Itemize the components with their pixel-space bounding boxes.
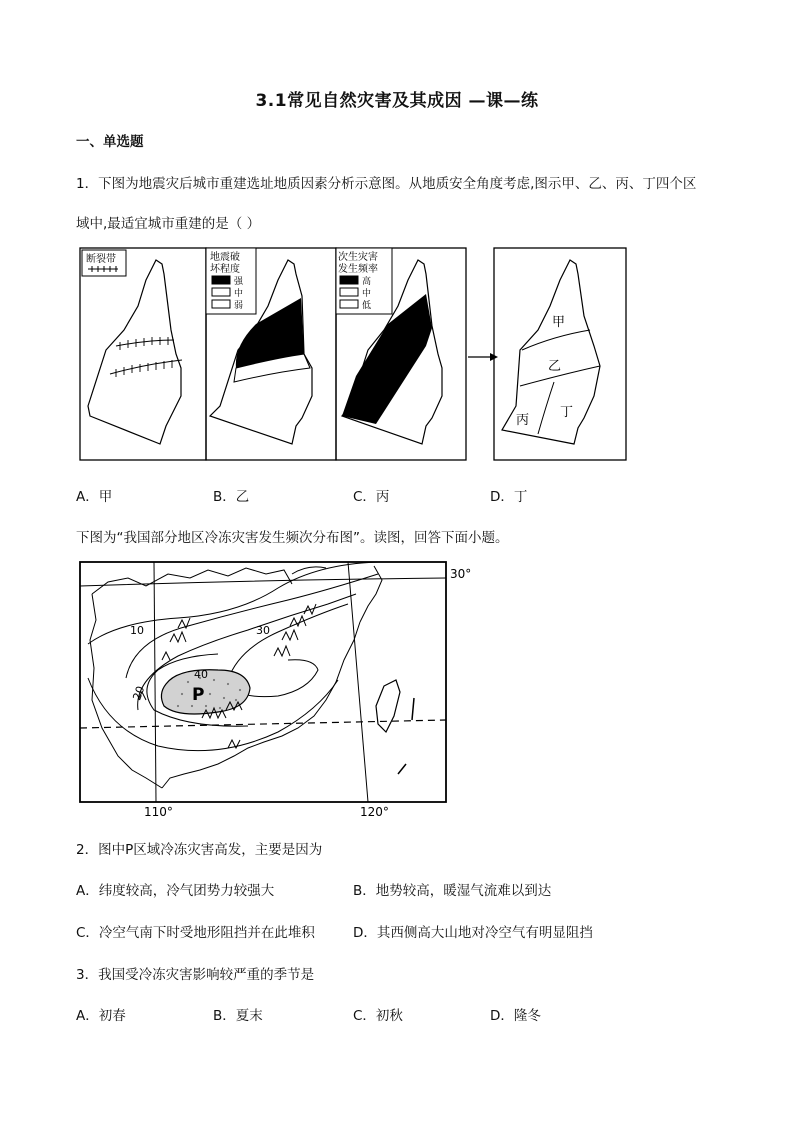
q1-figure — [78, 246, 630, 462]
q1-option-b[interactable]: B．乙 — [213, 489, 250, 505]
q1-option-c[interactable]: C．丙 — [353, 489, 390, 505]
q2-option-c[interactable]: C．冷空气南下时受地形阻挡并在此堆积 — [76, 925, 315, 941]
secondary-legend-title-1: 次生灾害 — [338, 252, 378, 263]
damage-level-strong: 强 — [234, 277, 244, 287]
zone-yi: 乙 — [548, 359, 562, 374]
q3-stem: 3．我国受冷冻灾害影响较严重的季节是 — [76, 967, 315, 983]
lon-label-120: 120° — [360, 805, 389, 819]
damage-level-medium: 中 — [234, 289, 244, 299]
zone-bing: 丙 — [516, 413, 530, 428]
lat-label-30: 30° — [450, 567, 472, 581]
q2-option-b[interactable]: B．地势较高，暖湿气流难以到达 — [353, 883, 552, 899]
secondary-level-low: 低 — [362, 301, 372, 311]
zone-jia: 甲 — [552, 315, 566, 330]
secondary-legend-title-2: 发生频率 — [338, 264, 378, 275]
page-title: 3.1常见自然灾害及其成因 —课—练 — [255, 91, 539, 111]
q1-option-a[interactable]: A．甲 — [76, 489, 113, 505]
panel-zones — [494, 248, 626, 460]
secondary-level-medium: 中 — [362, 289, 372, 299]
damage-legend-title-1: 地震破 — [210, 252, 240, 263]
contour-label-30: 30 — [256, 624, 270, 637]
q1-option-d[interactable]: D．丁 — [490, 489, 528, 505]
damage-level-weak: 弱 — [234, 301, 244, 311]
q2-option-a[interactable]: A．纬度较高，冷气团势力较强大 — [76, 883, 275, 899]
q2-intro: 下图为“我国部分地区冷冻灾害发生频次分布图”。读图，回答下面小题。 — [76, 530, 509, 546]
frost-map — [78, 560, 478, 820]
contour-label-10: 10 — [130, 624, 144, 637]
q2-stem: 2．图中P区域冷冻灾害高发，主要是因为 — [76, 842, 323, 858]
panel-fault-zone — [80, 248, 206, 460]
panel-earthquake-damage — [206, 248, 336, 460]
section-heading: 一、单选题 — [76, 134, 144, 150]
contour-label-40: 40 — [194, 668, 208, 681]
secondary-level-high: 高 — [362, 277, 372, 287]
q3-option-c[interactable]: C．初秋 — [353, 1008, 403, 1024]
damage-legend-title-2: 坏程度 — [210, 264, 240, 275]
q3-option-b[interactable]: B．夏末 — [213, 1008, 263, 1024]
q3-option-a[interactable]: A．初春 — [76, 1008, 126, 1024]
lon-label-110: 110° — [144, 805, 173, 819]
panel-secondary-disaster — [336, 248, 466, 460]
q2-option-d[interactable]: D．其西侧高大山地对冷空气有明显阻挡 — [353, 925, 593, 941]
q1-stem-line1: 1．下图为地震灾后城市重建选址地质因素分析示意图。从地质安全角度考虑,图示甲、乙、丙、丁四个区 — [76, 176, 697, 192]
region-p-label: P — [192, 685, 205, 705]
contour-label-20: 20 — [130, 684, 148, 703]
fault-legend-label: 断裂带 — [86, 254, 116, 265]
q3-option-d[interactable]: D．隆冬 — [490, 1008, 541, 1024]
q1-stem-line2: 域中,最适宜城市重建的是（ ） — [76, 216, 261, 232]
zone-ding: 丁 — [560, 405, 574, 420]
